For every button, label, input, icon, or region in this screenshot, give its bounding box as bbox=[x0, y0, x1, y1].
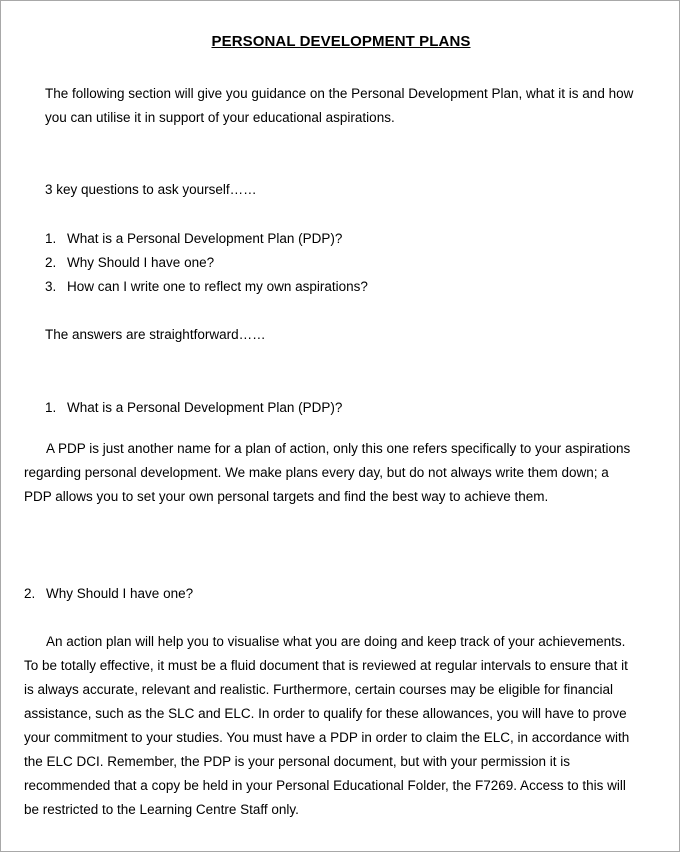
section-1-heading bbox=[45, 396, 342, 420]
section-number: 1. bbox=[45, 400, 57, 415]
section-heading-text: What is a Personal Development Plan (PDP)? bbox=[67, 400, 343, 415]
answers-intro: The answers are straightforward…… bbox=[45, 327, 266, 342]
page-title: PERSONAL DEVELOPMENT PLANS bbox=[211, 33, 471, 50]
section-2-body: An action plan will help you to visualise what you are doing and keep track of your achievements. To be totally effective, it must be a fluid document that is reviewed at regular intervals to ensure that it is always accurate, relevant and realistic. Furthermore, certain courses may be eligible for financial assistance, such as the SLC and ELC. In order to qualify for these allowances, you will have to prove your commitment to your studies. You must have a PDP in order to claim the ELC, in accordance with the ELC DCI. Remember, the PDP is your personal document, but with your permission it is recommended that a copy be held in your Personal Educational Folder, the F7269. Access to this will be restricted to the Learning Centre Staff only. bbox=[24, 634, 630, 817]
section-2-heading bbox=[24, 582, 193, 606]
question-item bbox=[45, 251, 214, 275]
question-text: Why Should I have one? bbox=[67, 255, 215, 270]
key-questions-heading: 3 key questions to ask yourself…… bbox=[45, 182, 257, 197]
intro-paragraph: The following section will give you guidance on the Personal Development Plan, what it is and how you can utilise it in support of your educational aspirations. bbox=[45, 86, 634, 125]
question-item bbox=[45, 275, 368, 299]
question-number: 3. bbox=[45, 279, 57, 294]
question-number: 2. bbox=[45, 255, 57, 270]
section-number: 2. bbox=[24, 586, 36, 601]
question-text: What is a Personal Development Plan (PDP)? bbox=[67, 231, 343, 246]
section-1-body: A PDP is just another name for a plan of action, only this one refers specifically to your aspirations regarding personal development. We make plans every day, but do not always write them down; a PDP allows you to set your own personal targets and find the best way to achieve them. bbox=[24, 441, 631, 504]
question-number: 1. bbox=[45, 231, 57, 246]
question-text: How can I write one to reflect my own aspirations? bbox=[67, 279, 368, 294]
question-item bbox=[45, 227, 342, 251]
section-heading-text: Why Should I have one? bbox=[46, 586, 194, 601]
